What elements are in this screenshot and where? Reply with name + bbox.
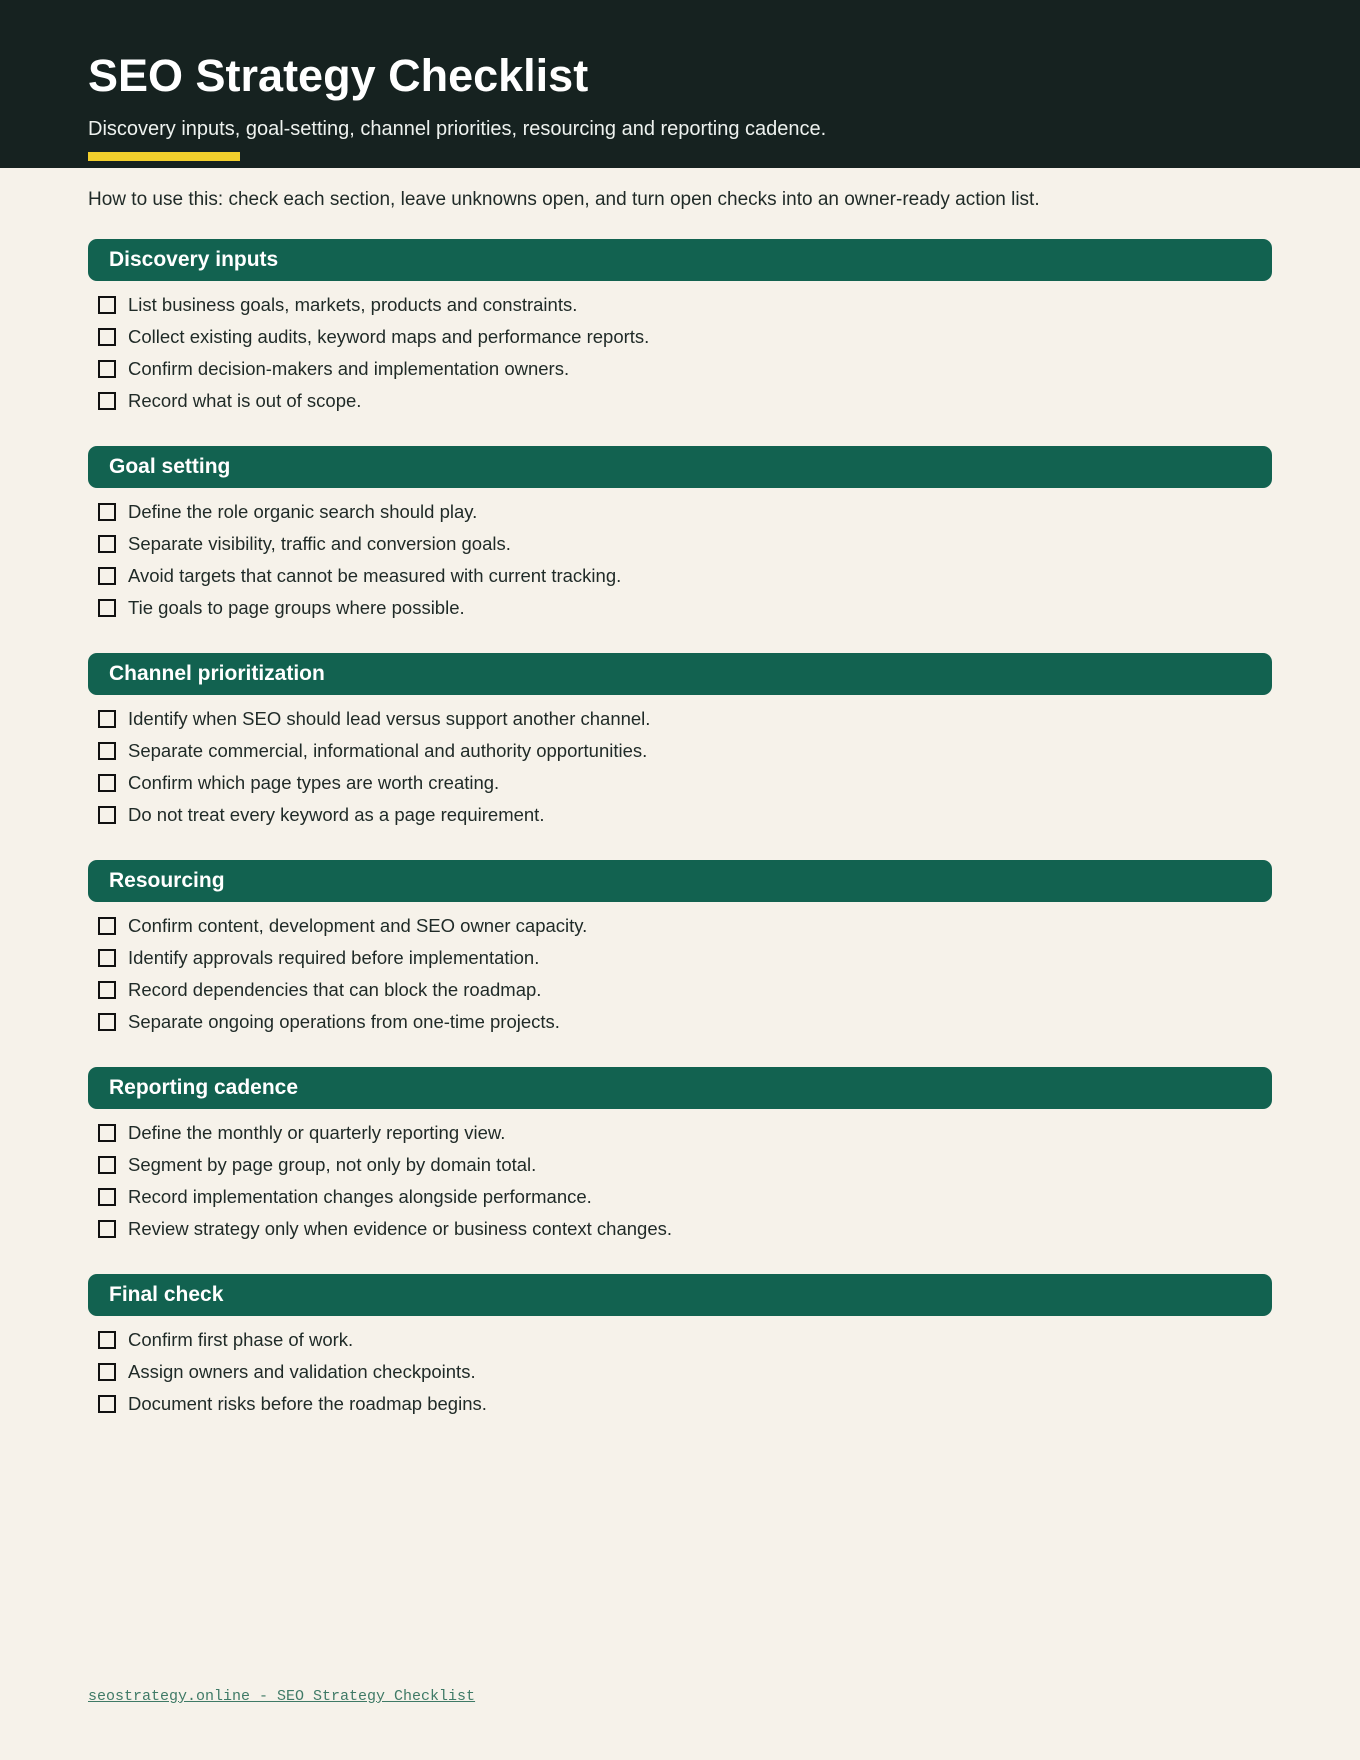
checklist-section [88,860,1272,1038]
checklist-item-text: Segment by page group, not only by domain total. [128,1154,537,1175]
checklist-item [88,1149,1272,1181]
checklist-item [88,1006,1272,1038]
checklist-item [88,321,1272,353]
page-title: SEO Strategy Checklist [88,50,589,101]
checkbox[interactable] [98,1188,116,1206]
checklist-item-text: Define the role organic search should play. [128,501,478,522]
checkbox[interactable] [98,1156,116,1174]
checklist-item [88,799,1272,831]
checklist-item-text: Assign owners and validation checkpoints. [128,1361,476,1382]
checklist-items [88,910,1272,1038]
checkbox[interactable] [98,806,116,824]
checklist-item-text: Collect existing audits, keyword maps and performance reports. [128,326,650,347]
checkbox[interactable] [98,328,116,346]
checkbox[interactable] [98,981,116,999]
checklist-sections [88,239,1272,1420]
checkbox[interactable] [98,567,116,585]
section-header [88,653,1272,695]
checklist-item-text: Confirm decision-makers and implementation owners. [128,358,570,379]
checklist-item [88,735,1272,767]
checklist-item-text: Record dependencies that can block the roadmap. [128,979,542,1000]
checklist-items [88,1117,1272,1245]
checkbox[interactable] [98,1013,116,1031]
checkbox[interactable] [98,1220,116,1238]
checklist-item-text: Identify approvals required before implementation. [128,947,540,968]
checklist-item [88,496,1272,528]
checklist-section [88,1067,1272,1245]
checklist-item [88,560,1272,592]
checklist-item [88,910,1272,942]
checklist-item-text: Identify when SEO should lead versus support another channel. [128,708,651,729]
checklist-items [88,1324,1272,1420]
accent-bar [88,152,240,161]
checklist-section [88,446,1272,624]
checklist-item-text: Do not treat every keyword as a page requirement. [128,804,545,825]
checklist-item-text: Define the monthly or quarterly reporting view. [128,1122,506,1143]
checklist-item-text: Tie goals to page groups where possible. [128,597,465,618]
checkbox[interactable] [98,503,116,521]
checklist-item [88,974,1272,1006]
checklist-item [88,1117,1272,1149]
checklist-item-text: Confirm first phase of work. [128,1329,354,1350]
checklist-item-text: Separate visibility, traffic and conversion goals. [128,533,511,554]
section-title: Resourcing [109,869,225,892]
checklist-item [88,528,1272,560]
intro-text: How to use this: check each section, leave unknowns open, and turn open checks into an owner-ready action list. [88,189,1040,210]
checklist-item-text: List business goals, markets, products and constraints. [128,294,578,315]
checkbox[interactable] [98,599,116,617]
checkbox[interactable] [98,392,116,410]
section-title: Channel prioritization [109,662,325,685]
section-header [88,860,1272,902]
checkbox[interactable] [98,949,116,967]
checkbox[interactable] [98,742,116,760]
checklist-item [88,1324,1272,1356]
checklist-item-text: Review strategy only when evidence or business context changes. [128,1218,672,1239]
checklist-section [88,653,1272,831]
section-title: Reporting cadence [109,1076,299,1099]
checklist-item-text: Confirm which page types are worth creating. [128,772,500,793]
checkbox[interactable] [98,296,116,314]
checklist-items [88,289,1272,417]
checklist-item [88,1213,1272,1245]
checkbox[interactable] [98,774,116,792]
footer-link[interactable]: seostrategy.online - SEO Strategy Checklist [88,1688,476,1705]
checklist-item [88,1356,1272,1388]
checklist-item [88,703,1272,735]
checklist-item-text: Avoid targets that cannot be measured with current tracking. [128,565,622,586]
checklist-section [88,1274,1272,1420]
section-header [88,446,1272,488]
checkbox[interactable] [98,1331,116,1349]
section-header [88,1067,1272,1109]
section-header [88,239,1272,281]
checklist-item [88,353,1272,385]
checklist-item-text: Separate commercial, informational and authority opportunities. [128,740,648,761]
page-subtitle: Discovery inputs, goal-setting, channel priorities, resourcing and reporting cadence. [88,118,827,140]
checklist-item-text: Record implementation changes alongside performance. [128,1186,592,1207]
section-header [88,1274,1272,1316]
checklist-items [88,496,1272,624]
section-title: Goal setting [109,455,231,478]
section-title: Final check [109,1283,224,1306]
checklist-item [88,289,1272,321]
section-title: Discovery inputs [109,248,279,271]
checkbox[interactable] [98,710,116,728]
checklist-items [88,703,1272,831]
checklist-item-text: Confirm content, development and SEO owner capacity. [128,915,588,936]
checkbox[interactable] [98,1124,116,1142]
checklist-item [88,1388,1272,1420]
checkbox[interactable] [98,360,116,378]
checklist-item [88,942,1272,974]
checklist-item [88,767,1272,799]
checklist-item [88,1181,1272,1213]
checklist-item-text: Separate ongoing operations from one-time projects. [128,1011,560,1032]
checklist-item [88,385,1272,417]
page-header [0,0,1360,168]
checkbox[interactable] [98,1395,116,1413]
checklist-item-text: Document risks before the roadmap begins. [128,1393,487,1414]
checklist-section [88,239,1272,417]
checklist-item [88,592,1272,624]
checkbox[interactable] [98,535,116,553]
checkbox[interactable] [98,917,116,935]
checklist-item-text: Record what is out of scope. [128,390,362,411]
checkbox[interactable] [98,1363,116,1381]
